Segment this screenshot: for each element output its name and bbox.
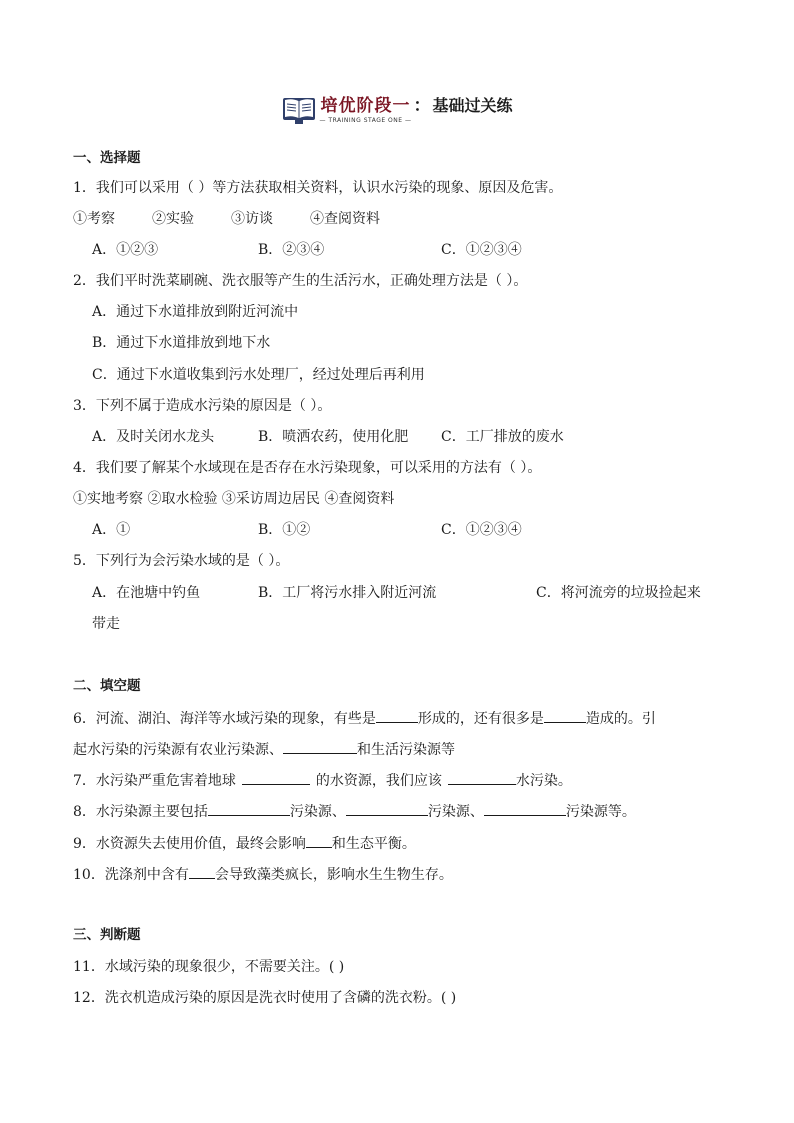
q6-text-1: 6．河流、湖泊、海洋等水域污染的现象，有些是 (73, 711, 376, 727)
section-title-choice: 一、选择题 (73, 150, 141, 166)
q3-stem: 3．下列不属于造成水污染的原因是（ ）。 (73, 398, 332, 414)
q6-text-2: 形成的，还有很多是 (417, 711, 544, 727)
q9-text-1: 9．水资源失去使用价值，最终会影响 (73, 836, 306, 852)
q6-text-3: 造成的。引 (585, 711, 656, 727)
header-colon: ： (413, 96, 431, 116)
q7-text-3: 水污染。 (515, 773, 572, 789)
section-title-judge: 三、判断题 (73, 927, 141, 943)
q1-item-1: ①考察 (73, 211, 115, 227)
q2-option-c: C．通过下水道收集到污水处理厂，经过处理后再利用 (92, 367, 425, 383)
q1-option-b: B．②③④ (258, 242, 325, 258)
q1-item-3: ③访谈 (231, 211, 273, 227)
q7-text-1: 7．水污染严重危害着地球 (73, 773, 236, 789)
q8-line (73, 800, 636, 822)
q8-text-2: 污染源、 (289, 804, 346, 820)
q6-blank-3[interactable] (283, 738, 357, 754)
q5-option-a: A．在池塘中钓鱼 (92, 585, 201, 601)
header-subtitle: — TRAINING STAGE ONE — (319, 117, 412, 124)
q3-option-c: C．工厂排放的废水 (441, 429, 564, 445)
q6-text-4: 起水污染的污染源有农业污染源、 (73, 742, 283, 758)
q10-line (73, 863, 453, 885)
q1-item-4: ④查阅资料 (310, 211, 380, 227)
q6-text-5: 和生活污染源等 (357, 742, 455, 758)
header-heading: 基础过关练 (432, 96, 513, 115)
q4-stem: 4．我们要了解某个水域现在是否存在水污染现象，可以采用的方法有（ ）。 (73, 460, 542, 476)
q7-blank-2[interactable] (448, 769, 516, 785)
q4-option-c: C．①②③④ (441, 522, 522, 538)
q1-option-a: A．①②③ (92, 242, 159, 258)
q11-line: 11．水域污染的现象很少，不需要关注。( ) (73, 959, 345, 975)
q10-text-1: 10．洗涤剂中含有 (73, 867, 189, 883)
q1-stem: 1．我们可以采用（ ）等方法获取相关资料，认识水污染的现象、原因及危害。 (73, 180, 563, 196)
q6-blank-2[interactable] (544, 707, 586, 723)
q2-option-b: B．通过下水道排放到地下水 (92, 335, 271, 351)
q5-continuation: 带走 (92, 616, 120, 632)
q6-line-2 (73, 738, 455, 760)
q1-option-c: C．①②③④ (441, 242, 522, 258)
header-title: 培优阶段一 (320, 96, 411, 116)
q4-items: ①实地考察 ②取水检验 ③采访周边居民 ④查阅资料 (73, 491, 395, 507)
page-header (0, 96, 794, 132)
book-icon (282, 96, 316, 126)
q8-blank-1[interactable] (208, 800, 290, 816)
q3-option-b: B．喷洒农药，使用化肥 (258, 429, 409, 445)
q8-blank-3[interactable] (484, 800, 566, 816)
q8-text-1: 8．水污染源主要包括 (73, 804, 208, 820)
q5-option-b: B．工厂将污水排入附近河流 (258, 585, 437, 601)
q12-line: 12．洗衣机造成污染的原因是洗衣时使用了含磷的洗衣粉。( ) (73, 990, 457, 1006)
q7-blank-1[interactable] (242, 769, 310, 785)
q2-option-a: A．通过下水道排放到附近河流中 (92, 304, 299, 320)
q8-text-4: 污染源等。 (565, 804, 636, 820)
q9-text-2: 和生态平衡。 (331, 836, 416, 852)
q8-text-3: 污染源、 (427, 804, 484, 820)
q6-line-1 (73, 707, 656, 729)
q2-stem: 2．我们平时洗菜刷碗、洗衣服等产生的生活污水，正确处理方法是（ ）。 (73, 273, 528, 289)
q6-blank-1[interactable] (376, 707, 418, 723)
q5-option-c: C．将河流旁的垃圾捡起来 (536, 585, 701, 601)
q9-line (73, 832, 416, 854)
q4-option-b: B．①② (258, 522, 311, 538)
q9-blank[interactable] (306, 832, 332, 848)
q10-text-2: 会导致藻类疯长，影响水生生物生存。 (214, 867, 453, 883)
q10-blank[interactable] (189, 863, 215, 879)
section-title-fill: 二、填空题 (73, 678, 141, 694)
q1-item-2: ②实验 (152, 211, 194, 227)
q5-stem: 5．下列行为会污染水域的是（ ）。 (73, 553, 290, 569)
q7-line (73, 769, 572, 791)
q7-text-2: 的水资源，我们应该 (315, 773, 442, 789)
q4-option-a: A．① (92, 522, 131, 538)
q8-blank-2[interactable] (346, 800, 428, 816)
q3-option-a: A．及时关闭水龙头 (92, 429, 215, 445)
